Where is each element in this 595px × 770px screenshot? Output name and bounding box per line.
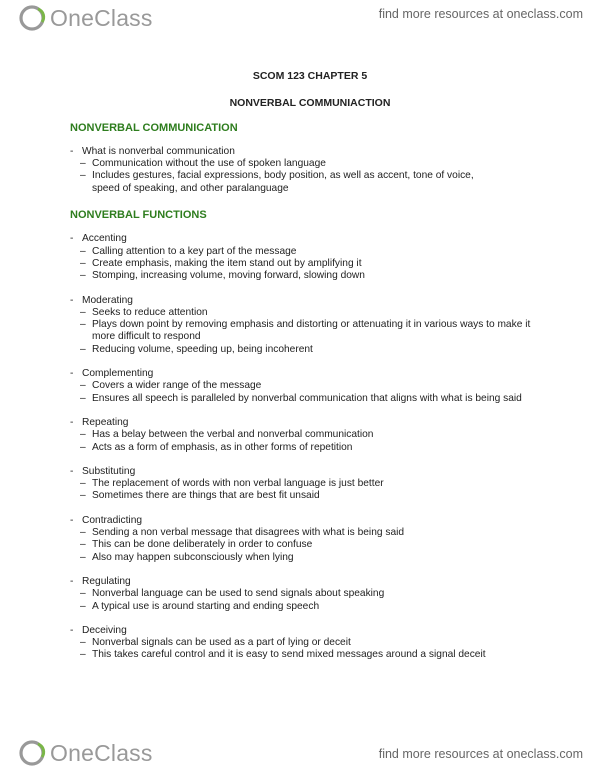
outline-group	[70, 515, 550, 564]
outline-subitem: – Also may happen subconsciously when lying	[70, 552, 550, 564]
outline-subitem: – Plays down point by removing emphasis and distorting or attenuating it in various ways to make it more difficult to respond	[70, 319, 550, 344]
outline-subitem: – Seeks to reduce attention	[70, 307, 550, 319]
outline-subitem-continuation: speed of speaking, and other paralanguage	[92, 182, 289, 194]
outline-subitem: – Sometimes there are things that are best fit unsaid	[70, 490, 550, 502]
outline-subitem: – Stomping, increasing volume, moving forward, slowing down	[70, 270, 550, 282]
brand-name: OneClass	[50, 4, 153, 31]
outline-item: - What is nonverbal communication	[70, 146, 550, 158]
outline-subitem: – Covers a wider range of the message	[70, 380, 550, 392]
outline-subitem: – Calling attention to a key part of the message	[70, 246, 550, 258]
outline-group	[70, 233, 550, 282]
outline-subitem: – This takes careful control and it is easy to send mixed messages around a signal deceit	[70, 649, 550, 661]
outline-item: - Moderating	[70, 295, 550, 307]
oneclass-logo-bottom[interactable]	[18, 738, 153, 768]
outline-subitem: – Nonverbal language can be used to send signals about speaking	[70, 588, 550, 600]
outline-item: - Regulating	[70, 576, 550, 588]
more-resources-link[interactable]: find more resources at oneclass.com	[378, 747, 583, 761]
section-heading: NONVERBAL FUNCTIONS	[70, 209, 207, 222]
outline-subitem: – Reducing volume, speeding up, being incoherent	[70, 344, 550, 356]
outline-subitem: – This can be done deliberately in order to confuse	[70, 539, 550, 551]
outline-group	[70, 576, 550, 613]
outline-subitem: – Includes gestures, facial expressions, body position, as well as accent, tone of voice,	[70, 170, 550, 182]
outline-subitem: – Nonverbal signals can be used as a part of lying or deceit	[70, 637, 550, 649]
outline-group	[70, 146, 550, 195]
oneclass-o-icon	[18, 3, 48, 33]
section-heading: NONVERBAL COMMUNICATION	[70, 121, 238, 134]
outline-subitem: – Sending a non verbal message that disagrees with what is being said	[70, 527, 550, 539]
document-body	[70, 70, 550, 674]
outline-subitem: – Communication without the use of spoken language	[70, 158, 550, 170]
doc-subtitle: NONVERBAL COMMUNIACTION	[229, 97, 391, 110]
outline-subitem: – Acts as a form of emphasis, as in other forms of repetition	[70, 442, 550, 454]
doc-title: SCOM 123 CHAPTER 5	[252, 70, 368, 82]
outline-item: - Accenting	[70, 233, 550, 245]
outline-group	[70, 625, 550, 662]
oneclass-o-icon	[18, 738, 48, 768]
outline-subitem: – Has a belay between the verbal and nonverbal communication	[70, 429, 550, 441]
outline-group	[70, 417, 550, 454]
outline-subitem: – The replacement of words with non verbal language is just better	[70, 478, 550, 490]
outline-subitem: – A typical use is around starting and ending speech	[70, 601, 550, 613]
outline-item: - Substituting	[70, 466, 550, 478]
oneclass-logo-top[interactable]	[18, 3, 153, 33]
outline-item: - Complementing	[70, 368, 550, 380]
outline-group	[70, 295, 550, 356]
brand-name: OneClass	[50, 739, 153, 766]
outline-item: - Contradicting	[70, 515, 550, 527]
outline-group	[70, 368, 550, 405]
outline-group	[70, 466, 550, 503]
outline-subitem: – Create emphasis, making the item stand out by amplifying it	[70, 258, 550, 270]
outline-item: - Deceiving	[70, 625, 550, 637]
outline-subitem: – Ensures all speech is paralleled by nonverbal communication that aligns with what is being said	[70, 393, 550, 405]
more-resources-link[interactable]: find more resources at oneclass.com	[378, 7, 583, 21]
outline-item: - Repeating	[70, 417, 550, 429]
